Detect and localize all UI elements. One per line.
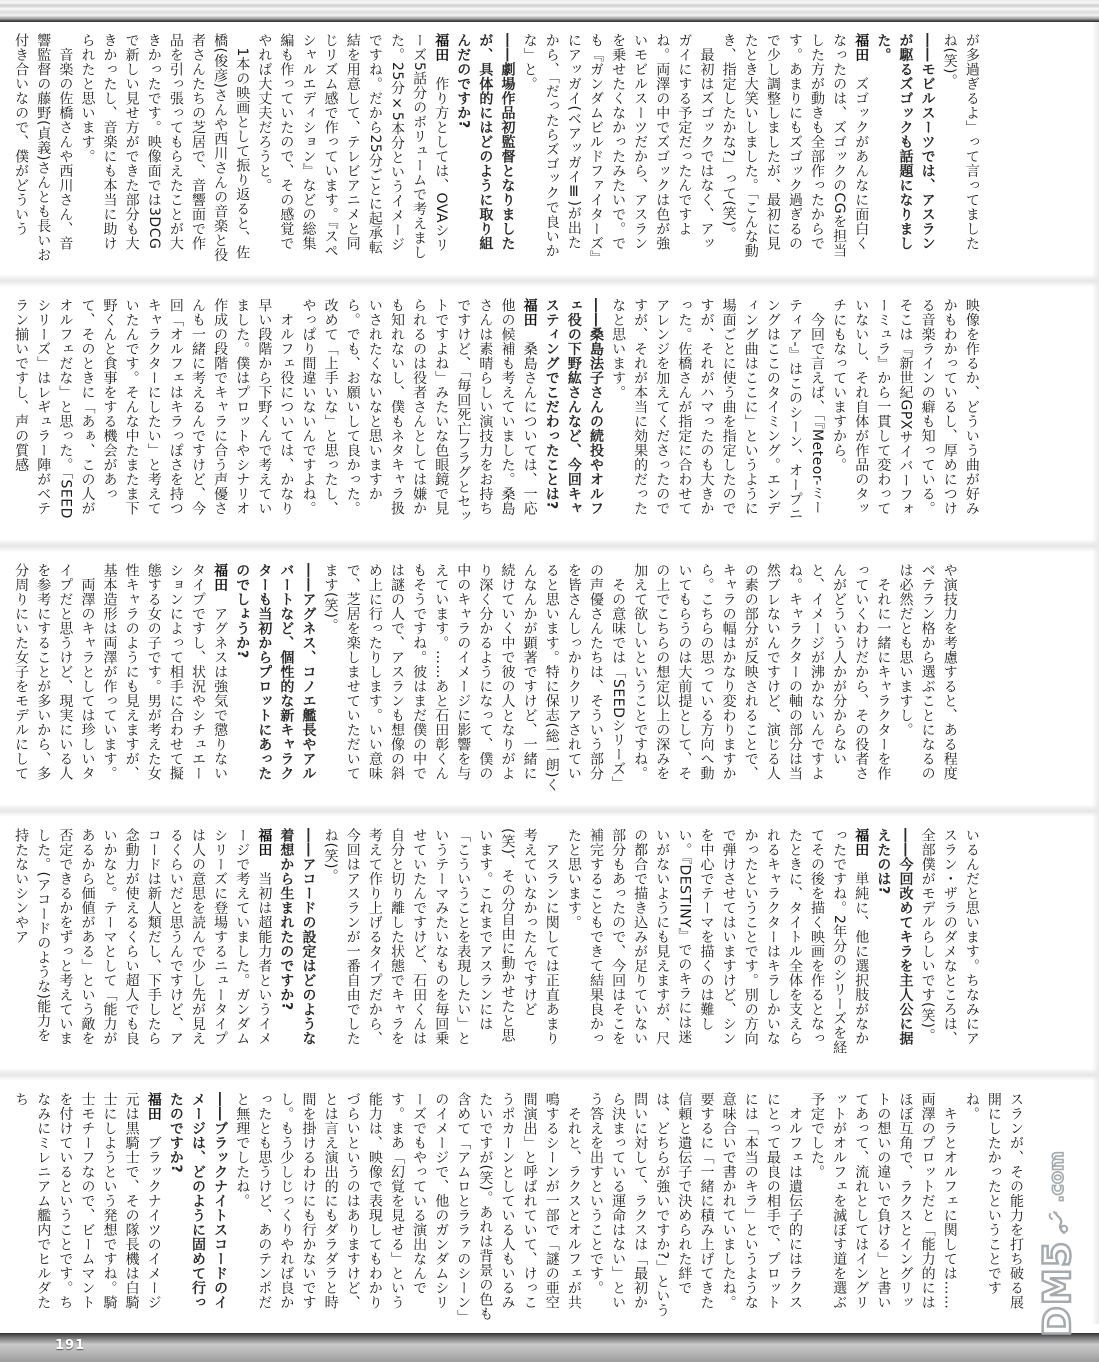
body-paragraph: スランが、その能力を打ち破る展開にしたかったということですね。 [963,1092,1025,1310]
interview-question: ――ブラックナイトスコードのイメージは、どのように固めて行ったのですか? [167,1092,229,1310]
watermark-tld-text: .com [1046,1151,1068,1203]
body-paragraph: 今回で言えば、「『Meteor-ミーティア-』はこのシーン、オープニングはここのタイミング。エンディング曲はここに」というように場面ごとに使う曲を指定したのですが、それがハマったのも大きかった。佐橋さんが指定に合わせてアレンジを加えてくださったのですが、それが本当に効果的だったなと思います。 [610,298,826,522]
speaker-name: 福田 [256,828,273,857]
section-divider [0,274,1099,287]
body-paragraph: 両澤のキャラとしては珍しいタイプだと思うけど、現実にいる人を参考にすることが多いから、多分周りにいた女子をモデルにして [13,563,96,781]
text-band-2 [0,287,995,539]
page-right-edge [1092,22,1099,1324]
interviewee-answer: 福田 単純に、他に選択肢がなかったですね。2年分のシリーズを経てその後を描く映画を作るとなったときに、タイトル全体を支えられるキャラクターはキラしかいなかったということです。別の方向で弾けさせてはいますけど、シンを中心でテーマを描くのは難しい。『DESTINY』でのキラには迷いがないようにも見えますが、尺の都合で描き込みが足りていない部分もあったので、今回はそこを補完することもできて結果良かったと思います。 [565,828,870,1055]
interview-question: ――アグネス、コノエ艦長やアルバートなど、個性的な新キャラクターも当初からプロットにあったのでしょうか? [234,563,317,781]
speaker-name: 福田 [433,33,450,62]
body-paragraph: オルフェは遺伝子的にはラクスにとって最良の相手で、プロットには「本当のキラ」というような意味合いで書かれていましたね。要するに「一緒に積み上げてきた信頼と遺伝子で決められた絆では、どちらが強いですか?」という問いに対して、ラクスは「最初から決まっている運命はない」という答えを出すということです。 [587,1092,803,1318]
watermark-brand-text: DM5 [1035,1240,1079,1337]
interviewee-answer: 福田 ブラックナイツのイメージ元は黒騎士で、その隊長機は白騎士にしようという発想ですね。騎士モチーフなので、ビームマントを付けているということです。ちなみにミレニアム艦内でヒルダたち [13,1092,162,1310]
page-top-metal-edge [0,0,1099,22]
body-paragraph: 映像を作るか、どういう曲が好みかもわかっているし、厚めにつける音楽ラインの癖も知っている。そこは『新世紀GPXサイバーフォーミュラ』から一貫して変わっていないし、それ自体が作品のタッチにもなっていますから。 [831,298,980,517]
interview-question: ――桑島法子さんの続投やオルフェ役の下野紘さんなど、今回キャスティングでこだわったことは? [543,298,604,516]
text-band-1 [0,22,995,274]
speaker-name: 福田 [853,828,870,857]
interview-question: ――劇場作品初監督となりましたが、具体的にはどのように取り組んだのですか? [455,33,516,251]
page-number: 191 [55,1338,86,1353]
body-paragraph: アスランに関しては正直あまり考えていなかったんですけど(笑)、その分自由に動かせたと思います。これまでアスランには「こういうことを表現したい」というテーマみたいなものを毎回乗せていたんですけど、石田くんは自分と切り離した状態でキャラを考えて作り上げるタイプだから、今回はアスランが一番自由でしたね(笑)。 [322,828,560,1046]
speaker-name: 福田 [521,298,538,327]
body-paragraph: 最初はズゴックではなく、アッガイにする予定だったんですよね。両澤の中でズゴックは色が強いモビルスーツだから、アスランを乗せたくなかったみたいで。でも『ガンダムビルドファイターズ』にアッガイ(ベアッガイⅢ)が出たから、「だったらズゴックで良いかな」と。 [521,33,715,258]
interviewee-answer: 福田 当初は超能力者というイメージで考えていました。ガンダムシリーズに登場するニュータイプは人の意思を読んで少し先が見えるくらいだと思うんですけど、アコードは新人類だし、下手したら念動力が使えるくらい超人でも良いかなと。テーマとして「能力があるから価値がある」という敵を否定できるかをずっと考えていました。(アコードのような)能力を持たないシンやア [13,828,273,1046]
interview-question: ――今回改めてキラを主人公に据えたのは? [875,828,914,1046]
text-band-4 [0,817,995,1068]
interview-question: ――モビルスーツでは、アスランが駆るズゴックも話題になりました。 [875,33,936,251]
body-paragraph: オルフェ役については、かなり早い段階から下野くんで考えていました。僕はプロットやシナリオ作成の段階でキャラに合う声優さんも一緒に考えるんですけど、今回「オルフェはキラっぽさを持つキャラクターにしたい」と考えていたんです。そんな中たまたま下野くんと食事をする機会があって、そのときに「あぁ、この人がオルフェだな」と思った。「SEEDシリーズ」はレギュラー陣がベテラン揃いですし、声の質感 [13,298,295,519]
body-paragraph: 1本の映画として振り返ると、佐橋(俊彦)さんや西川さんの音楽と役者さんたちの芝居で、音響面で作品を引っ張ってもらえたことが大きかったです。映像面では3DCGで新しい見せ方ができた部分も大きかったし、音楽にも本当に助けられたと思います。 [79,33,251,263]
text-band-5 [0,1081,1039,1333]
body-paragraph: その意味では「SEEDシリーズ」の声優さんたちは、そういう部分を皆さんしっかりクリアされていると思います。特に保志(総一朗)くんなんかが顕著ですけど、一緒に続けていく中で彼の人となりがより深く分かるようになって、僕の中のキャラのイメージに影響を与えています。……あと石田彰くんもそうですね。彼はまだ僕の中では謎の人で、アスランも想像の斜め上に行ったりします。いい意味で、芝居を楽しませていただいてます(笑)。 [322,563,627,793]
body-paragraph: それに一緒にキャラクターを作っていくわけだから、その役者さんがどういう人かが分からないと、イメージが沸かないんですよね。キャラクターの軸の部分は当然ブレないんですけど、演じる人の素の部分が反映されることで、キャラの幅はかなり変わりますから。こちらの思っている方向へ動いてもらうのは大前提として、その上でこちらの想定以上の深みを加えて欲しいということですね。 [632,563,892,781]
speaker-name: 福田 [212,563,229,592]
body-paragraph: それと、ラクスとオルフェが共鳴するシーンが一部で「謎の亜空間演出」と呼ばれていて、けっこうポカーンとしている人もいるみたいですが(笑)。あれは背景の色も含めて「アムロとララァのシーン」のイメージで、他のガンダムシリーズでもやっている演出なんです。まあ「幻覚を見せる」という能力は、映像で表現してもわかりづらいというのはありますけど、とは言え演出的にもダラダラと時間を掛けるわけにも行かないですし。もう少しじっくりやれば良かったとも思うけど、あのテンポだと無理でしたね。 [234,1092,582,1322]
section-divider [0,539,1099,552]
section-divider [0,1068,1099,1081]
interviewee-answer: 福田 作り方としては、OVAシリーズ5話分のボリュームで考えました。25分×5本分というイメージですね。だから25分ごとに起承転結を用意して、テレビアニメと同じリズム感で作っています。『スペシャルエディション』などの総集編も作っていたので、その感覚でやれば大丈夫だろうと。 [256,33,450,260]
text-band-3 [0,552,973,804]
body-paragraph: 音楽の佐橋さんや西川さん、音響監督の藤野(貞義)さんとも長いお付き合いなので、僕がどういう [13,33,74,263]
interviewee-answer: 福田 アグネスは強気で懲りないタイプですし、状況やシチュエーションによって相手に合わせて擬態する女の子です。男が考えた女性キャラのようにも見えますが、基本造形は両澤が作っています。 [101,563,229,781]
section-divider [0,804,1099,817]
body-paragraph: キラとオルフェに関しては……両澤のプロットだと「能力的にはほぼ互角で、ラクスとイングリットの想いの違いで負ける」と書いてあって、流れとしてはイングリットがオルフェを滅ぼす道を選ぶ予定でした。 [809,1092,958,1310]
interviewee-answer: 福田 ズゴックがあんなに面白くなったのは、ズゴックのCGを担当した方が動きも全部作ったからです。あまりにもズゴック過ぎるので少し調整しましたが、最初に見たとき大笑いしました。「こんな動き、指定したかな?」って(笑)。 [720,33,870,258]
interview-question: ――アコードの設定はどのような着想から生まれたのですか? [278,828,317,1046]
body-paragraph: いるんだと思います。ちなみにアスラン・ザラのダメなところは、全部僕がモデルらしいです(笑)。 [919,828,980,1046]
dm5-mascot-icon [1044,1207,1070,1237]
page-bottom-metal-bar [0,1333,1099,1362]
interviewee-answer: 福田 桑島さんについては、一応他の候補も考えていました。桑島さんは素晴らしい演技力をお持ちですけど、「毎回死亡フラグとセットですよね」みたいな色眼鏡で見られるのは役者さんとしては嫌かも知れないし、僕もネタキャラ扱いされたくないなと思いますから。でも、お願いして良かった。改めて「上手いな」と思ったし、やっぱり間違いないんですよね。 [300,298,538,523]
speaker-name: 福田 [145,1092,162,1121]
body-paragraph: が多過ぎるよ」って言ってましたね(笑)。 [941,33,980,251]
body-paragraph: や演技力を考慮すると、ある程度ベテラン格から選ぶことになるのは必然だとも思いますし。 [897,563,958,781]
speaker-name: 福田 [853,33,870,62]
